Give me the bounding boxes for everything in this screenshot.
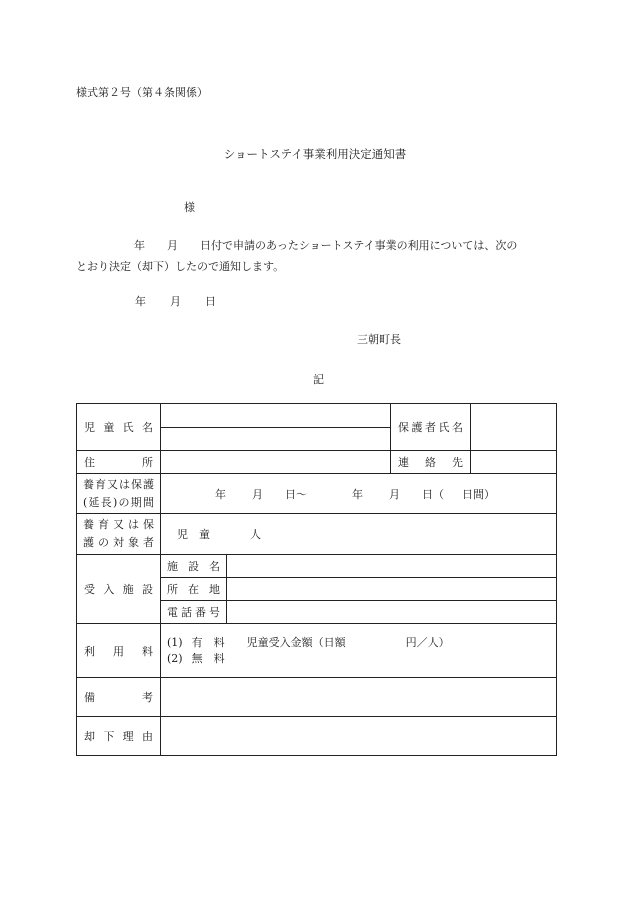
addressee-suffix: 様 [184, 201, 195, 214]
period-start-day: 日～ [285, 487, 307, 501]
date-day: 日 [205, 295, 216, 308]
contact-label: 連絡先 [391, 451, 471, 474]
address-label: 住所 [77, 451, 161, 474]
fee-free: 無 料 [191, 651, 225, 665]
period-end-year: 年 [352, 487, 363, 501]
facility-name-label: 施設名 [161, 555, 227, 578]
contact-field[interactable] [471, 451, 557, 474]
period-label-line-2: (延長)の期間 [83, 495, 154, 509]
guardian-name-label: 保護者氏名 [391, 404, 471, 451]
facility-name-field[interactable] [227, 555, 557, 578]
rejection-reason-field[interactable] [161, 717, 557, 756]
date-year: 年 [135, 295, 146, 308]
body-year: 年 [134, 239, 145, 252]
fee-free-line [165, 651, 552, 667]
fee-paid: 有 料 [191, 635, 225, 649]
period-days: 日間） [462, 487, 495, 501]
decision-table [76, 403, 557, 756]
guardian-name-field[interactable] [471, 404, 557, 451]
target-child: 児 童 [177, 528, 210, 541]
body-month: 月 [167, 239, 178, 252]
date-month: 月 [170, 295, 181, 308]
fee-amount-unit: 円／人） [405, 635, 450, 649]
target-field[interactable] [161, 514, 557, 555]
target-label [77, 514, 161, 555]
body-day-rest: 日付で申請のあったショートステイ事業の利用については、次の [200, 239, 518, 252]
body-text-line-1 [76, 237, 556, 253]
target-unit: 人 [250, 528, 261, 541]
remarks-field[interactable] [161, 678, 557, 717]
form-number: 様式第２号（第４条関係） [76, 86, 208, 99]
period-end-month: 月 [389, 487, 400, 501]
period-start-year: 年 [215, 487, 226, 501]
fee-paid-number: (1) [167, 635, 183, 649]
fee-amount-label: 児童受入金額（日額 [246, 635, 346, 649]
facility-location-label: 所在地 [161, 578, 227, 601]
facility-label: 受入施設 [77, 555, 161, 624]
issuer: 三朝町長 [357, 333, 401, 346]
facility-phone-field[interactable] [227, 601, 557, 624]
child-name-label: 児童氏名 [77, 404, 161, 451]
child-name-field-lower[interactable] [161, 428, 391, 451]
target-label-line-1: 養育又は保 [83, 518, 154, 531]
fee-paid-line [165, 635, 552, 651]
period-label [77, 474, 161, 514]
fee-free-number: (2) [167, 651, 183, 665]
target-label-line-2: 護の対象者 [83, 536, 154, 549]
issue-date [135, 293, 216, 309]
facility-location-field[interactable] [227, 578, 557, 601]
document-title: ショートステイ事業利用決定通知書 [223, 147, 407, 161]
child-name-field-upper[interactable] [161, 404, 391, 428]
period-label-line-1: 養育又は保護 [83, 477, 154, 491]
facility-phone-label: 電話番号 [161, 601, 227, 624]
period-start-month: 月 [252, 487, 263, 501]
period-end-day: 日（ [422, 487, 444, 501]
ki-heading: 記 [313, 373, 324, 386]
period-field[interactable] [161, 474, 557, 514]
rejection-reason-label: 却下理由 [77, 717, 161, 756]
body-text-line-2: とおり決定（却下）したので通知します。 [76, 260, 285, 273]
remarks-label: 備考 [77, 678, 161, 717]
fee-label: 利用料 [77, 624, 161, 678]
address-field[interactable] [161, 451, 391, 474]
fee-field[interactable] [161, 624, 557, 678]
